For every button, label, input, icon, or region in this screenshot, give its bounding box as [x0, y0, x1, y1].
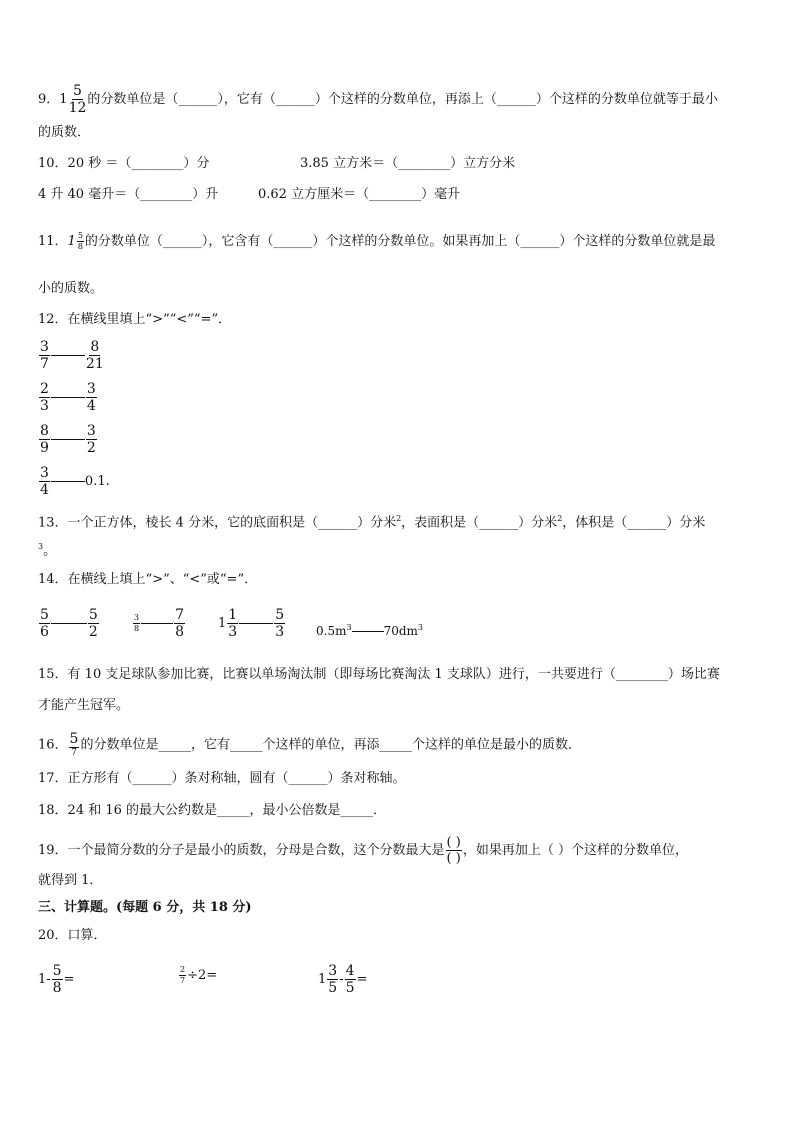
superscript: 2	[557, 514, 563, 523]
question-9-line-2: 的质数．	[38, 125, 91, 140]
denominator: 8	[134, 624, 140, 633]
question-text: 。	[43, 543, 57, 559]
question-15-line-2: 才能产生冠军。	[38, 698, 130, 713]
expression-prefix: 1-	[38, 972, 51, 987]
numerator: 5	[77, 231, 83, 240]
numerator: 3	[86, 381, 96, 397]
question-text: ，表面积是（______）分米	[401, 515, 558, 531]
fraction-left	[39, 608, 50, 639]
numerator: 3	[86, 423, 96, 439]
denominator: 8	[52, 980, 62, 996]
denominator: 2	[88, 624, 98, 640]
superscript: 3	[38, 542, 44, 551]
denominator: 6	[40, 624, 49, 640]
question-11-line-2: 小的质数。	[38, 281, 104, 296]
denominator: 5	[328, 980, 338, 996]
answer-blank[interactable]	[352, 631, 384, 632]
question-text: 13．一个正方体，棱长 4 分米，它的底面积是（______）分米	[38, 515, 397, 531]
numerator: 2	[180, 965, 186, 974]
fraction-left	[227, 608, 238, 639]
question-10-b: 3.85 立方米＝（________）立方分米	[300, 156, 516, 171]
fraction	[69, 732, 80, 758]
question-18: 18．24 和 16 的最大公约数是_____，最小公倍数是_____．	[38, 803, 387, 818]
question-14-pair-1	[38, 608, 100, 639]
denominator: 4	[86, 398, 96, 414]
denominator: ( )	[446, 851, 461, 866]
fraction-left	[39, 382, 50, 413]
question-number: 9．	[38, 92, 60, 107]
numerator: 5	[275, 607, 285, 623]
question-text: ，体积是（______）分米	[562, 515, 706, 531]
question-14-pair-4	[316, 619, 423, 640]
question-10-d: 0.62 立方厘米＝（________）毫升	[258, 187, 461, 202]
numerator: 3	[40, 339, 49, 355]
question-19-line-2: 就得到 1．	[38, 873, 103, 888]
expression-suffix: =	[356, 972, 368, 987]
left-value: 0.5m	[316, 624, 347, 638]
denominator: 8	[77, 242, 83, 251]
fraction	[327, 964, 338, 995]
question-13-line-1	[38, 510, 705, 532]
operator: -	[339, 972, 344, 987]
denominator: 3	[40, 398, 49, 414]
answer-blank[interactable]	[51, 355, 85, 356]
question-14-title: 14．在横线上填上“>”、“<”或“=”．	[38, 572, 258, 587]
decimal-value: 0.1.	[84, 474, 110, 489]
question-10-c: 4 升 40 毫升＝（________）升	[38, 187, 219, 202]
fraction-right	[174, 608, 185, 639]
numerator: 3	[134, 613, 140, 622]
fraction-right	[86, 424, 97, 455]
question-12-title: 12．在横线里填上“>”“<”“=”．	[38, 312, 232, 327]
expression-1	[38, 964, 75, 995]
numerator: 5	[40, 607, 49, 623]
fraction	[345, 964, 356, 995]
superscript: 3	[346, 623, 352, 632]
question-10-a: 10．20 秒 ＝（________）分	[38, 156, 210, 171]
superscript: 2	[396, 514, 402, 523]
compare-row-1	[38, 340, 105, 371]
question-text: 的分数单位是_____，它有_____个这样的单位，再添_____个这样的单位是最小的质数．	[80, 737, 581, 753]
question-text: ，如果再加上（ ）个这样的分数单位，	[462, 843, 688, 858]
denominator: 2	[86, 440, 96, 456]
numerator: 4	[345, 963, 355, 979]
denominator: 7	[180, 976, 186, 985]
fraction	[179, 966, 186, 985]
compare-row-3	[38, 424, 98, 455]
numerator: ( )	[446, 835, 461, 850]
question-text: 的分数单位是（______），它有（______）个这样的分数单位，再添上（______）个这样的分数单位就等于最小	[87, 92, 718, 107]
fraction-right	[274, 608, 285, 639]
expression-2	[178, 966, 217, 985]
compare-row-2	[38, 382, 98, 413]
fraction-left	[39, 424, 50, 455]
numerator: 7	[175, 607, 185, 623]
fraction	[52, 964, 63, 995]
section-heading: 三、计算题。(每题 6 分，共 18 分)	[38, 900, 252, 915]
numerator: 5	[52, 963, 62, 979]
denominator: 3	[275, 624, 285, 640]
question-16	[38, 732, 581, 758]
answer-blank[interactable]	[51, 623, 87, 624]
denominator: 9	[40, 440, 49, 456]
expression-suffix: ÷2=	[187, 968, 218, 983]
answer-blank[interactable]	[51, 481, 85, 482]
denominator: 12	[68, 100, 87, 116]
numerator: 3	[40, 465, 49, 481]
numerator: 1	[228, 607, 238, 623]
numerator: 5	[69, 731, 79, 747]
question-13-line-2	[38, 538, 56, 560]
question-text: 的分数单位（______），它含有（______）个这样的分数单位。如果再加上（______）个这样的分数单位就是最	[84, 234, 716, 249]
numerator: 2	[40, 381, 49, 397]
answer-blank[interactable]	[51, 439, 85, 440]
denominator: 3	[228, 624, 238, 640]
question-number: 16．	[38, 737, 68, 753]
numerator: 8	[90, 339, 100, 355]
compare-row-4	[38, 466, 110, 497]
answer-blank[interactable]	[141, 623, 173, 624]
numerator: 5	[73, 83, 82, 99]
numerator: 5	[88, 607, 98, 623]
fraction-left	[39, 340, 50, 371]
denominator: 8	[175, 624, 185, 640]
question-text: 19．一个最简分数的分子是最小的质数，分母是合数，这个分数最大是	[38, 843, 445, 858]
answer-blank[interactable]	[51, 397, 85, 398]
numerator: 3	[328, 963, 338, 979]
question-20-title: 20．口算．	[38, 928, 107, 943]
answer-blank[interactable]	[239, 623, 273, 624]
question-17: 17．正方形有（______）条对称轴，圆有（______）条对称轴。	[38, 771, 406, 786]
fraction-right	[88, 608, 99, 639]
question-11-line-1	[38, 232, 715, 251]
question-14-pair-3	[218, 608, 286, 639]
expression-3	[318, 964, 367, 995]
right-value: 70dm	[383, 624, 418, 638]
mixed-whole: 1	[67, 234, 76, 249]
denominator: 7	[71, 748, 77, 758]
mixed-whole: 1	[218, 616, 227, 631]
question-number: 11．	[38, 234, 68, 249]
denominator: 4	[40, 482, 49, 498]
fraction	[77, 232, 84, 251]
fraction-left	[133, 614, 140, 633]
fraction-blank[interactable]	[446, 836, 462, 865]
expression-suffix: =	[63, 972, 75, 987]
denominator: 21	[85, 356, 104, 372]
denominator: 7	[40, 356, 49, 372]
numerator: 8	[40, 423, 49, 439]
superscript: 3	[417, 623, 423, 632]
denominator: 5	[345, 980, 355, 996]
question-9-line-1	[38, 84, 718, 115]
fraction-left	[39, 466, 50, 497]
question-14-pair-2	[132, 608, 186, 639]
question-19-line-1	[38, 836, 688, 865]
question-15-line-1: 15．有 10 支足球队参加比赛，比赛以单场淘汰制（即每场比赛淘汰 1 支球队）进行，一共要进行（________）场比赛	[38, 667, 720, 682]
fraction-right	[86, 340, 104, 371]
mixed-whole: 1	[59, 92, 68, 107]
fraction	[69, 84, 87, 115]
mixed-whole: 1	[318, 972, 327, 987]
fraction-right	[86, 382, 97, 413]
